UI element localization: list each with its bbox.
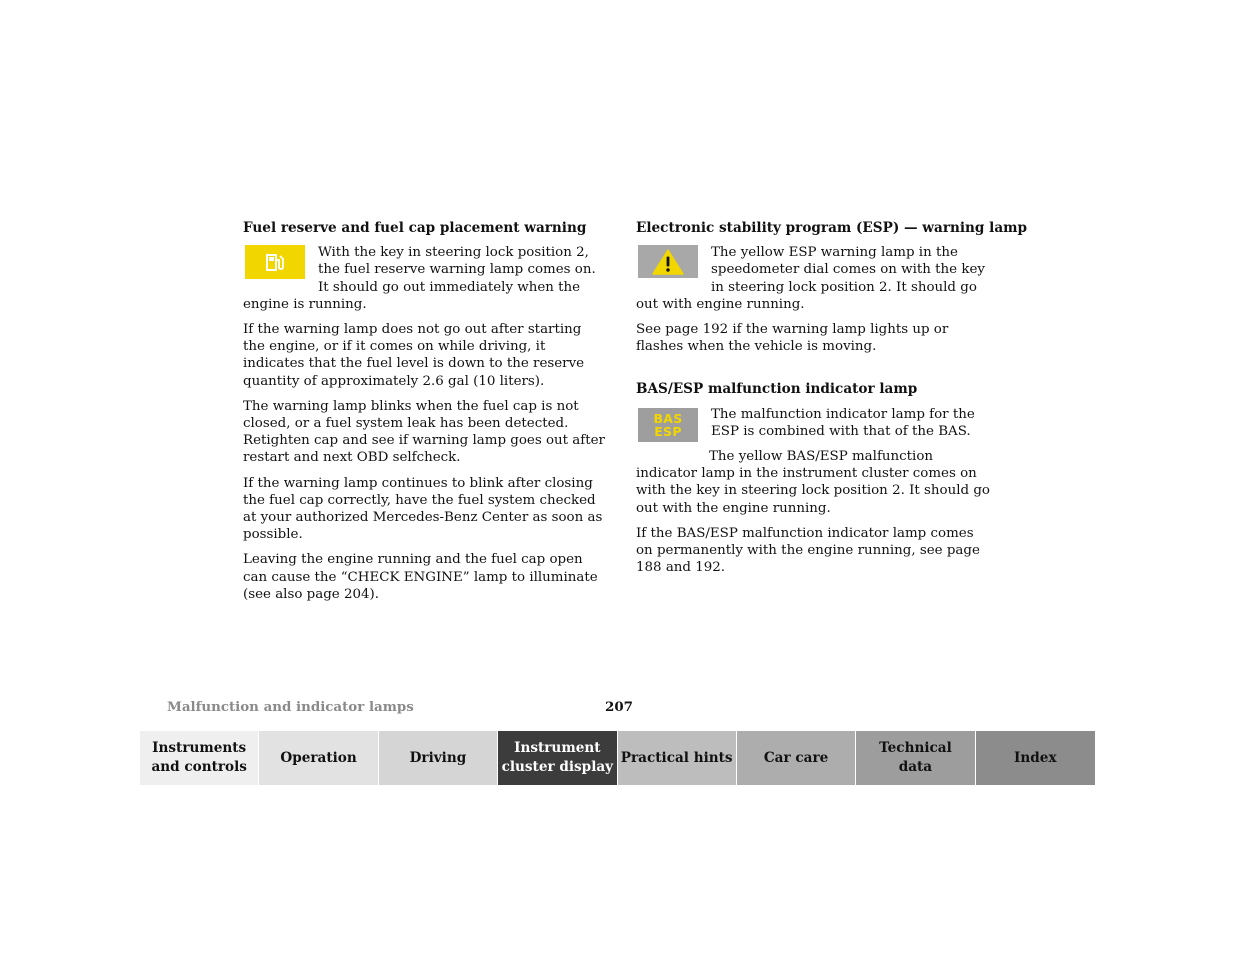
- tab-driving[interactable]: Driving: [379, 731, 498, 785]
- fuel-warning-heading: Fuel reserve and fuel cap placement warning: [243, 220, 587, 236]
- bas-label: BAS: [653, 410, 683, 426]
- paragraph: The malfunction indicator lamp for the ESP is combined with that of the BAS.: [711, 406, 975, 439]
- paragraph: If the warning lamp continues to blink after closing the fuel cap correctly, have the fuel system checked at your authorized Mercedes-Benz Center as soon as possible.: [243, 475, 603, 543]
- bas-esp-lamp-icon: [638, 408, 698, 442]
- paragraph: The yellow ESP warning lamp in the speedometer dial comes on with the key in steering lock position 2. It should go out with engine running.: [636, 245, 985, 312]
- bas-esp-heading: BAS/ESP malfunction indicator lamp: [636, 381, 918, 398]
- page-number: 207: [605, 699, 633, 715]
- tab-technical-data[interactable]: Technical data: [856, 731, 975, 785]
- esp-warning-heading: Electronic stability program (ESP) — warning lamp: [636, 220, 1028, 236]
- right-column: [636, 220, 1028, 584]
- paragraph: The yellow BAS/ESP malfunction indicator lamp in the instrument cluster comes on with the key in steering lock position 2. It should go out with the engine running.: [636, 449, 990, 516]
- esp-label: ESP: [654, 423, 682, 439]
- tab-instrument-cluster-display[interactable]: Instrument cluster display: [498, 731, 617, 785]
- paragraph: See page 192 if the warning lamp lights up or flashes when the vehicle is moving.: [636, 322, 949, 355]
- paragraph: With the key in steering lock position 2, the fuel reserve warning lamp comes on. It should go out immediately when the engine is running.: [243, 245, 596, 312]
- tab-practical-hints[interactable]: Practical hints: [618, 731, 737, 785]
- paragraph: If the warning lamp does not go out after starting the engine, or if it comes on while driving, it indicates that the fuel level is down to the reserve quantity of approximately 2.6 gal (10 liters).: [243, 322, 585, 389]
- tab-instruments-and-controls[interactable]: Instruments and controls: [140, 731, 259, 785]
- section-title: Malfunction and indicator lamps: [167, 699, 414, 715]
- chapter-tabs: [140, 731, 1095, 785]
- tab-car-care[interactable]: Car care: [737, 731, 856, 785]
- paragraph: If the BAS/ESP malfunction indicator lamp comes on permanently with the engine running, see page 188 and 192.: [636, 525, 980, 576]
- left-column: [243, 220, 605, 611]
- paragraph: Leaving the engine running and the fuel cap open can cause the “CHECK ENGINE” lamp to illuminate (see also page 204).: [243, 552, 598, 602]
- tab-operation[interactable]: Operation: [259, 731, 378, 785]
- warning-triangle-icon: [638, 245, 698, 278]
- fuel-pump-icon: [245, 245, 305, 279]
- paragraph: The warning lamp blinks when the fuel cap is not closed, or a fuel system leak has been detected. Retighten cap and see if warning lamp goes out after restart and next OBD selfcheck.: [243, 398, 605, 466]
- tab-index[interactable]: Index: [976, 731, 1095, 785]
